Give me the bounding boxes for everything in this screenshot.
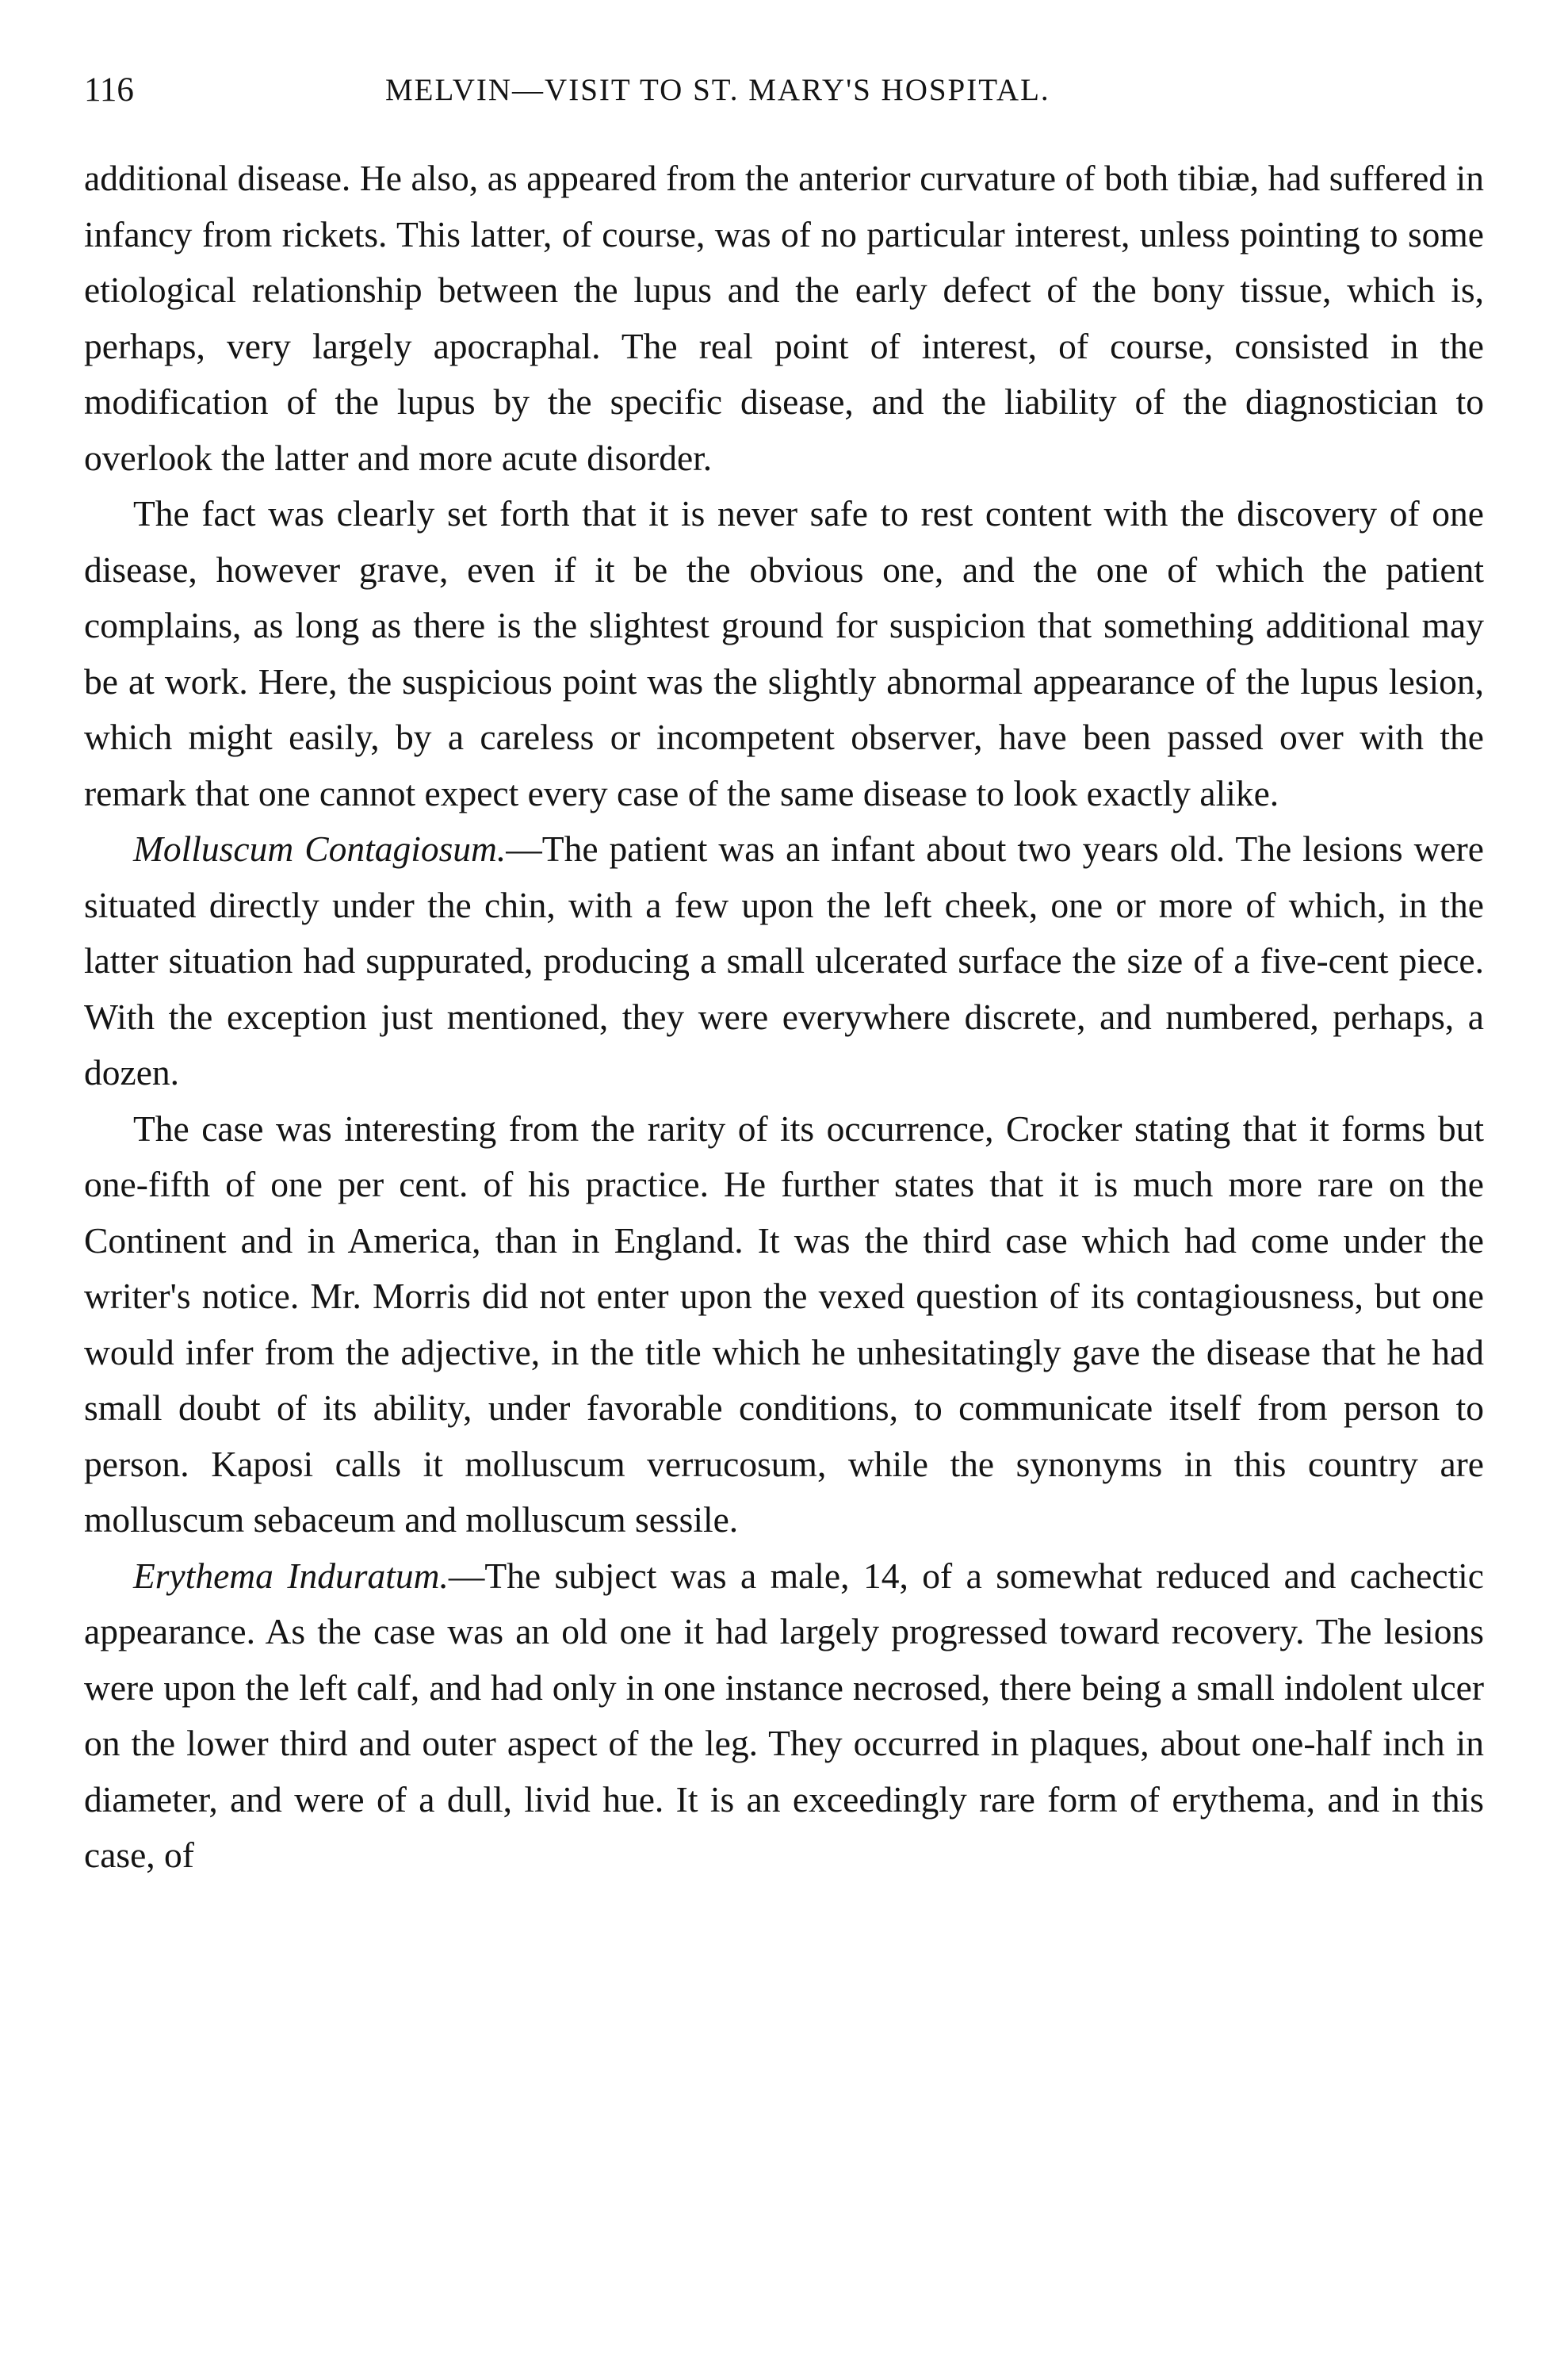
running-head: [84, 67, 1484, 114]
paragraph-2-text: The fact was clearly set forth that it is never safe to rest content with the discovery of one disease, however grave, even if it be the obvious one, and the one of which the patient complains, as long as there is the slightest ground for suspicion that something additional may be at work. Here, the suspicious point was the slightly abnormal appearance of the lupus lesion, which might easily, by a careless or incompetent observer, have been passed over with the remark that one cannot expect every case of the same disease to look exactly alike.: [84, 493, 1484, 813]
paragraph-erythema: [84, 1548, 1484, 1884]
paragraph-molluscum-text: —The patient was an infant about two years old. The lesions were situated directly under the chin, with a few upon the left cheek, one or more of which, in the latter situation had suppurated, producing a small ulcerated surface the size of a five-cent piece. With the exception just mentioned, they were everywhere discrete, and numbered, perhaps, a dozen.: [84, 829, 1484, 1093]
running-title: MELVIN—VISIT TO ST. MARY'S HOSPITAL.: [385, 73, 1050, 107]
paragraph-4: [84, 1101, 1484, 1548]
document-page: [84, 67, 1484, 1884]
paragraph-1: [84, 151, 1484, 486]
paragraph-molluscum: [84, 821, 1484, 1101]
paragraph-4-text: The case was interesting from the rarity of its occurrence, Crocker stating that it forms but one-fifth of one per cent. of his practice. He further states that it is much more rare on the Continent and in America, than in England. It was the third case which had come under the writer's notice. Mr. Morris did not enter upon the vexed question of its contagiousness, but one would infer from the adjective, in the title which he unhesitatingly gave the disease that he had small doubt of its ability, under favorable conditions, to communicate itself from person to person. Kaposi calls it molluscum verrucosum, while the synonyms in this country are molluscum sebaceum and molluscum sessile.: [84, 1108, 1484, 1540]
page-number: 116: [84, 71, 134, 109]
paragraph-1-text: additional disease. He also, as appeared from the anterior curvature of both tibiæ, had suffered in infancy from rickets. This latter, of course, was of no particular interest, unless pointing to some etiological relationship between the lupus and the early defect of the bony tissue, which is, perhaps, very largely apocraphal. The real point of interest, of course, consisted in the modification of the lupus by the specific disease, and the liability of the diagnostician to overlook the latter and more acute disorder.: [84, 158, 1484, 478]
section-heading-molluscum: Molluscum Contagiosum.: [133, 829, 507, 869]
section-heading-erythema: Erythema Induratum.: [133, 1555, 449, 1596]
paragraph-erythema-text: —The subject was a male, 14, of a somewhat reduced and cachectic appearance. As the case was an old one it had largely progressed toward recovery. The lesions were upon the left calf, and had only in one instance necrosed, there being a small indolent ulcer on the lower third and outer aspect of the leg. They occurred in plaques, about one-half inch in diameter, and were of a dull, livid hue. It is an exceedingly rare form of erythema, and in this case, of: [84, 1555, 1485, 1875]
paragraph-2: [84, 486, 1484, 821]
